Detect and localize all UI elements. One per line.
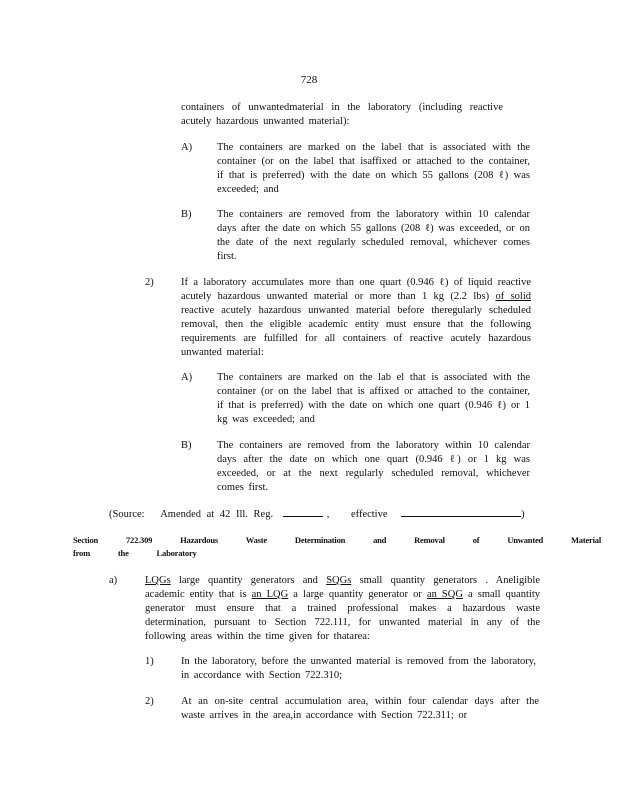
item1-a-label: A) [181,142,193,153]
item1-a-text: The containers are marked on the label that is associated with the container (or on the label that isaffixed or attached to the container, if that is preferred) with the date on which 55 gallons (208 ℓ) was exceeded; and [217,142,530,195]
section-heading [73,534,601,560]
para-a-text-3: a large quantity generator or [288,589,427,600]
para-a-text [145,574,540,644]
para-a-text-2: small quantity generators . Aneligible academic entity that is [145,575,540,600]
item2-a-text: The containers are marked on the lab el that is associated with the container (or on the label that is affixed or attached to the container, if that is preferred) with the date on which one quart (0.946 ℓ) or 1 kg was exceeded; and [217,372,530,425]
effective-date-blank-line [401,507,521,517]
para-a-text-1: large quantity generators and [170,575,327,586]
lqgs-term: LQGs [145,575,171,586]
item2-b-text: The containers are removed from the laboratory within 10 calendar days after the date on which one quart (0.946 ℓ) or 1 kg was exceeded, or at the next regularly scheduled removal, whichever comes first. [217,440,530,493]
section-heading-line1: Section 722.309 Hazardous Waste Determination and Removal of Unwanted Material [73,535,601,545]
register-blank-line [283,507,323,517]
source-amended: Amended at 42 Ill. Reg. [160,509,274,520]
intro-paragraph: containers of unwantedmaterial in the laboratory (including reactive acutely hazardous unwanted material): [181,102,503,127]
para-a-label: a) [109,575,118,586]
source-effective: effective [350,509,388,520]
an-lqg-term: an LQG [251,589,289,600]
item2-text-before: If a laboratory accumulates more than one quart (0.946 ℓ) of liquid reactive acutely hazardous unwanted material or more than 1 kg (2.2 lbs) [181,277,531,302]
page-number: 728 [300,74,318,86]
source-prefix: (Source: [109,509,145,520]
para-a-item2-text: At an on-site central accumulation area, within four calendar days after the waste arrives in the area,in accordance with Section 722.311; or [181,696,539,721]
section-heading-line2: from the Laboratory [73,548,197,558]
item1-b-text: The containers are removed from the laboratory within 10 calendar days after the date on which 55 gallons (208 ℓ) was exceeded, or on the date of the next regularly scheduled removal, whichever comes first. [217,209,530,262]
source-comma: , [326,509,330,520]
sqgs-term: SQGs [326,575,352,586]
item2-text-after: reactive acutely hazardous unwanted material before theregularly scheduled removal, then the eligible academic entity must ensure that the following requirements are fulfilled for all containers of reactive acutely hazardous unwanted material: [181,305,531,358]
an-sqg-term: an SQG [426,589,463,600]
item2-underlined: of solid [495,291,532,302]
item1-b-label: B) [181,209,192,220]
para-a-item2-label: 2) [145,696,154,707]
item2-a-label: A) [181,372,193,383]
source-close: ) [521,509,525,520]
para-a-text-4: a small quantity generator must ensure that a trained professional makes a hazardous waste determination, pursuant to Section 722.111, for unwanted material in any of the following areas within the time given for thatarea: [145,589,540,642]
item2-b-label: B) [181,440,192,451]
para-a-item1-text: In the laboratory, before the unwanted material is removed from the laboratory, in accordance with Section 722.310; [181,656,536,681]
item2-text [181,276,531,360]
item2-label: 2) [145,277,154,288]
source-note [109,507,529,522]
para-a-item1-label: 1) [145,656,154,667]
